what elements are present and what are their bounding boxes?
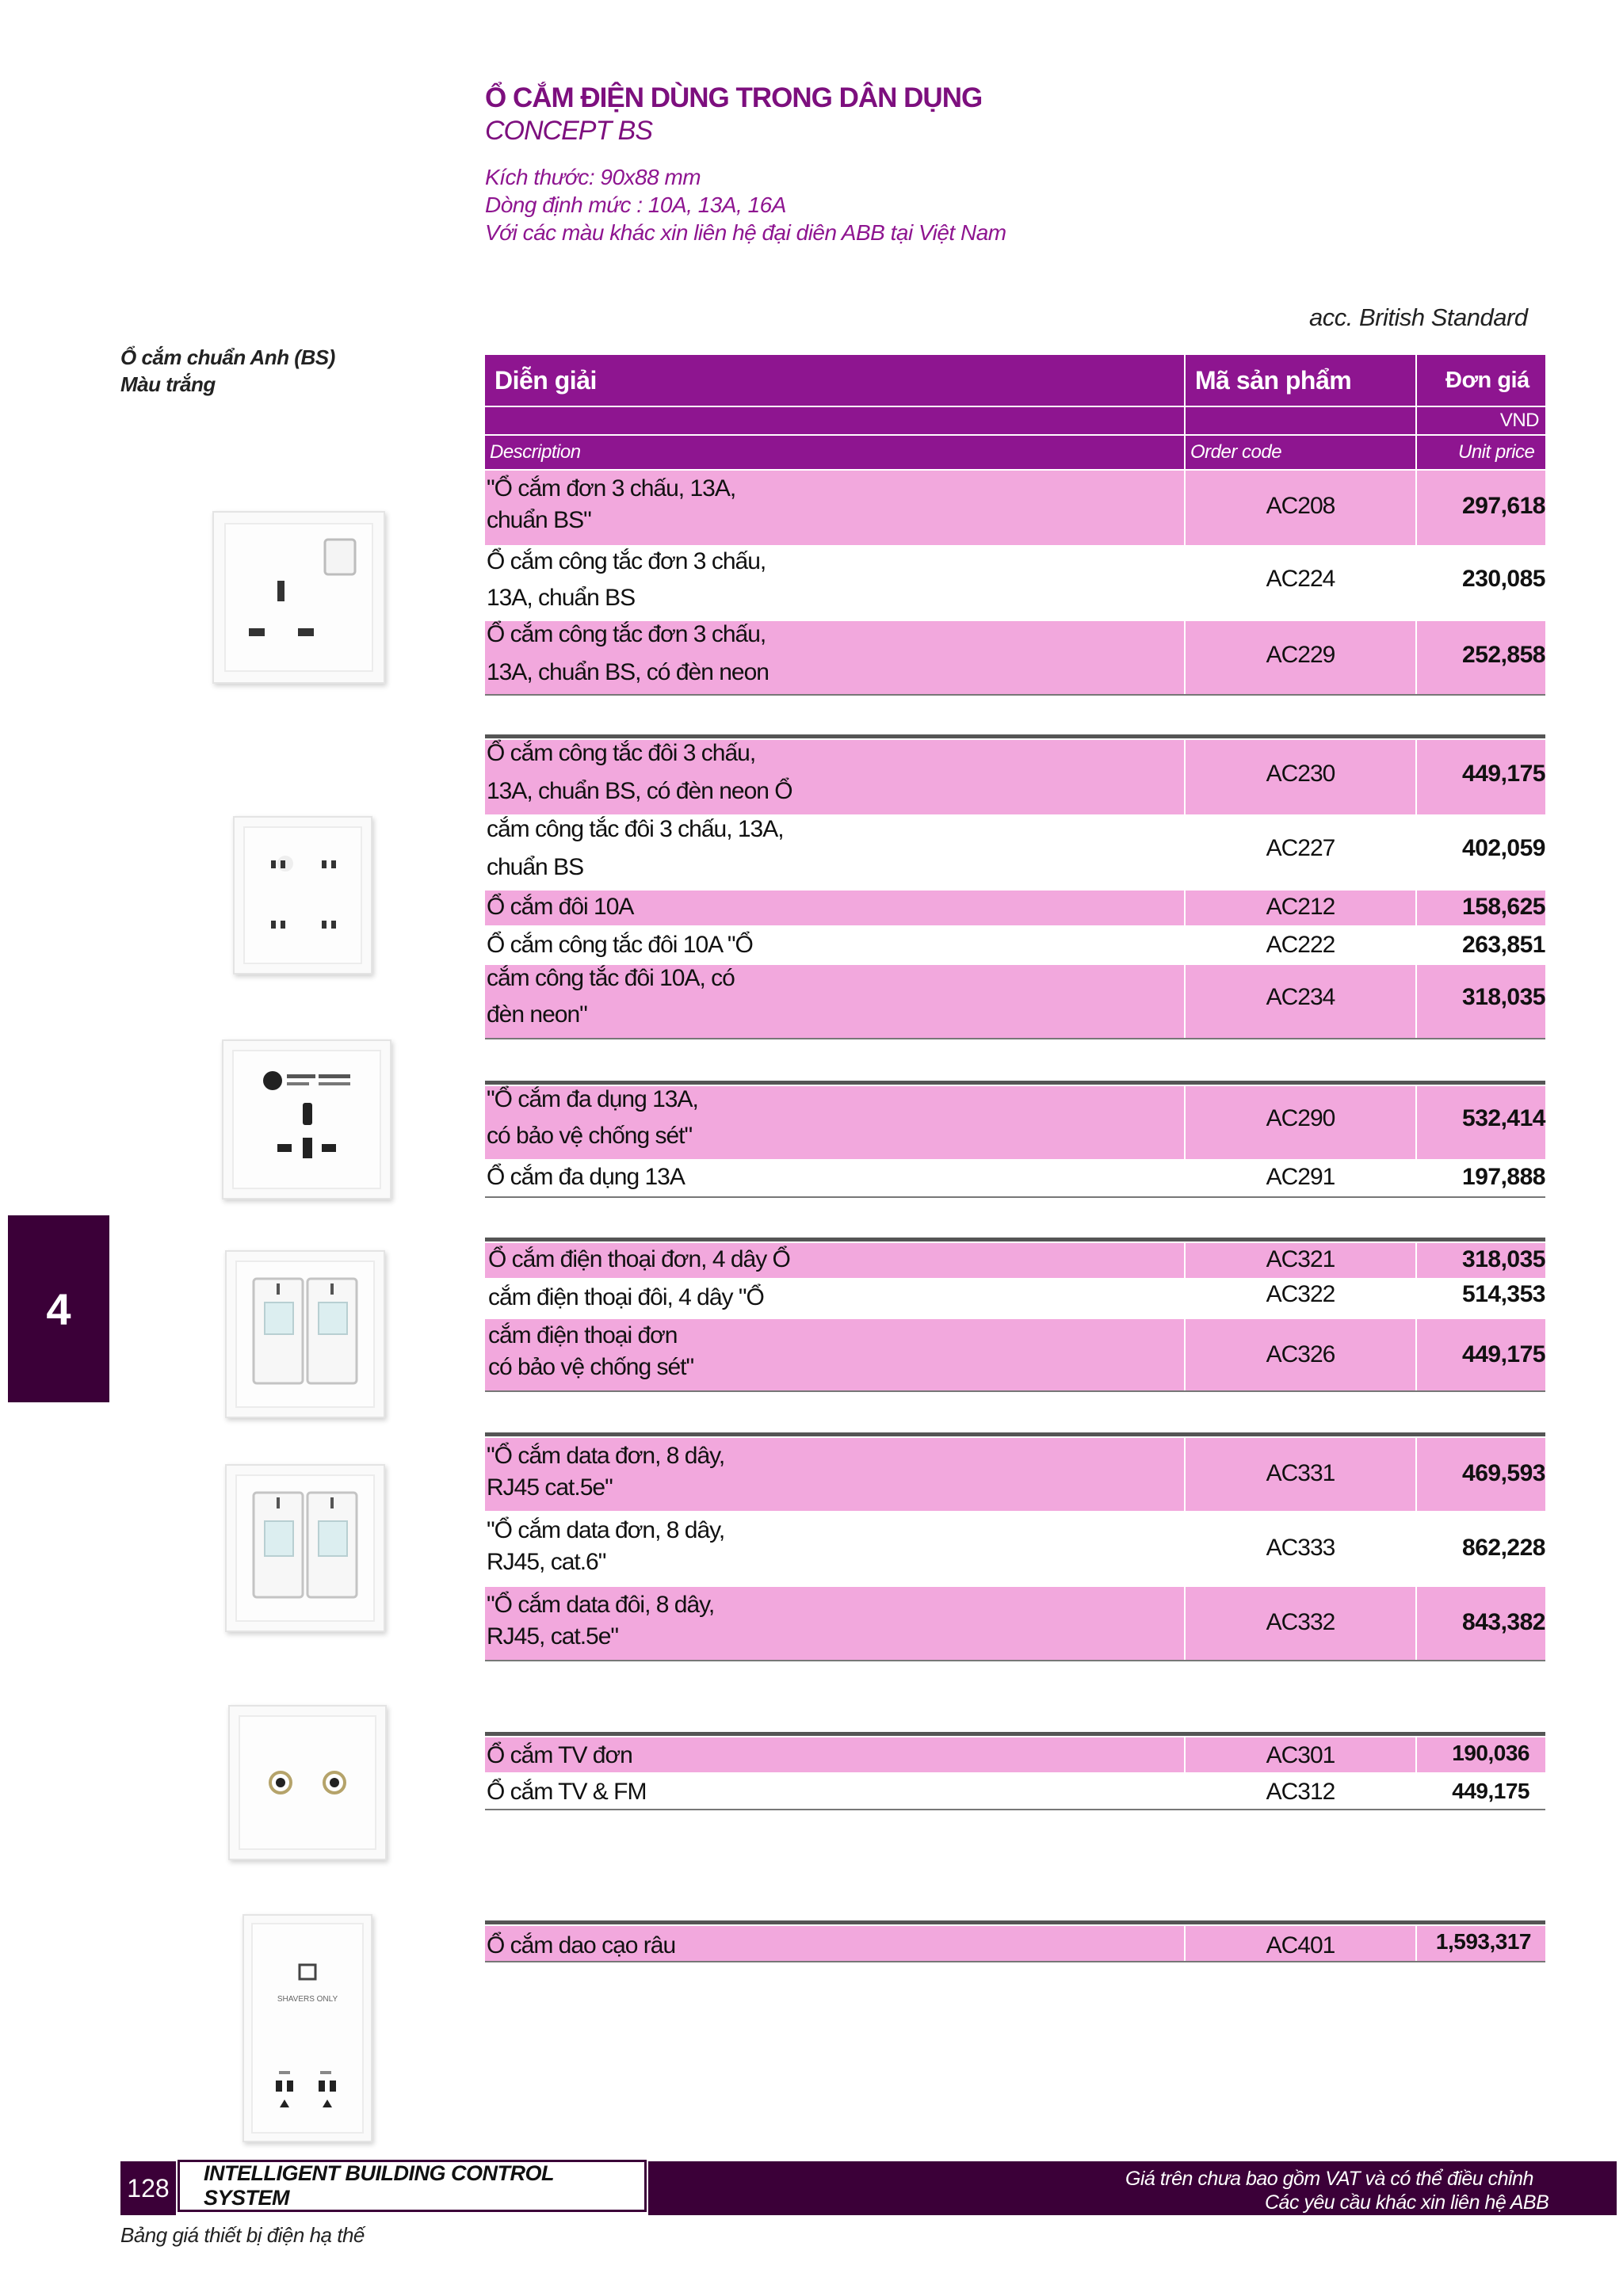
row-code: AC321	[1266, 1246, 1335, 1272]
divider	[485, 1920, 1545, 1924]
footer-note-vat: Giá trên chưa bao gồm VAT và có thể điều chỉnh	[1125, 2168, 1533, 2190]
table-row	[485, 1161, 1545, 1197]
row-price: 862,228	[1462, 1535, 1545, 1561]
category-label: Ổ cắm chuẩn Anh (BS)	[120, 345, 335, 369]
page-title: Ổ CẮM ĐIỆN DÙNG TRONG DÂN DỤNG	[485, 82, 983, 113]
table-row	[485, 816, 1545, 889]
row-code: AC290	[1266, 1105, 1335, 1131]
row-desc-line2: 13A, chuẩn BS	[487, 585, 636, 611]
footer-system-name: INTELLIGENT BUILDING CONTROL SYSTEM	[178, 2160, 647, 2212]
table-row	[485, 1737, 1545, 1772]
table-row	[485, 621, 1545, 694]
row-desc-line2: 13A, chuẩn BS, có đèn neon Ổ	[487, 778, 792, 804]
row-desc-line1: cắm công tắc đôi 10A, có	[487, 965, 735, 991]
page-number: 128	[120, 2161, 176, 2215]
row-desc-line1: "Ổ cắm đa dụng 13A,	[487, 1086, 698, 1112]
row-price: 263,851	[1462, 932, 1545, 958]
row-desc-line2: RJ45, cat.6"	[487, 1549, 606, 1575]
row-desc-line1: Ổ cắm công tắc đôi 3 chấu,	[487, 740, 756, 766]
row-desc-line1: Ổ cắm công tắc đôi 10A "Ổ	[487, 932, 753, 958]
table-row	[485, 1319, 1545, 1390]
header-description-en: Description	[485, 436, 1184, 469]
row-desc-line1: Ổ cắm công tắc đơn 3 chấu,	[487, 621, 766, 647]
page-subtitle: CONCEPT BS	[485, 116, 653, 146]
product-image-telephone-socket	[225, 1250, 385, 1418]
row-desc-line2: có bảo vệ chống sét"	[488, 1354, 694, 1380]
row-desc-line1: Ổ cắm dao cạo râu	[487, 1932, 676, 1958]
table-row	[485, 1512, 1545, 1585]
row-price: 449,175	[1462, 761, 1545, 787]
row-desc-line2: đèn neon"	[487, 1001, 587, 1028]
table-row	[485, 891, 1545, 925]
product-image-shaver-socket	[242, 1914, 372, 2142]
header-blank-code	[1186, 407, 1415, 434]
row-desc-line1: Ổ cắm TV đơn	[487, 1742, 632, 1768]
row-desc-line1: "Ổ cắm data đơn, 8 dây,	[487, 1443, 725, 1469]
product-image-single-socket	[212, 511, 385, 684]
row-code: AC333	[1266, 1535, 1335, 1561]
table-row	[485, 927, 1545, 963]
footer-note-contact: Các yêu cầu khác xin liên hệ ABB	[1265, 2191, 1549, 2214]
divider	[485, 694, 1545, 696]
row-desc-line1: "Ổ cắm data đơn, 8 dây,	[487, 1517, 725, 1543]
row-price: 318,035	[1462, 984, 1545, 1010]
row-price: 402,059	[1462, 835, 1545, 861]
header-price-vi: Đơn giá	[1417, 355, 1545, 406]
standard-note: acc. British Standard	[1309, 303, 1528, 331]
table-row	[485, 471, 1545, 545]
divider	[485, 1660, 1545, 1661]
row-desc-line2: chuẩn BS"	[487, 507, 591, 533]
row-code: AC401	[1266, 1932, 1335, 1958]
row-price: 469,593	[1462, 1460, 1545, 1486]
header-code-en: Order code	[1186, 436, 1415, 469]
row-price: 514,353	[1462, 1281, 1545, 1307]
row-price: 318,035	[1462, 1246, 1545, 1272]
divider	[485, 1809, 1545, 1810]
row-code: AC227	[1266, 835, 1335, 861]
category-color: Màu trắng	[120, 372, 216, 396]
row-desc-line1: Ổ cắm công tắc đơn 3 chấu,	[487, 548, 766, 574]
row-code: AC322	[1266, 1281, 1335, 1307]
header-description-vi: Diễn giải	[485, 355, 1184, 406]
row-code: AC222	[1266, 932, 1335, 958]
row-code: AC312	[1266, 1779, 1335, 1805]
table-row	[485, 1587, 1545, 1660]
row-desc-line1: cắm công tắc đôi 3 chấu, 13A,	[487, 816, 784, 842]
divider	[485, 1238, 1545, 1241]
row-desc-line1: Ổ cắm đa dụng 13A	[487, 1164, 685, 1190]
divider	[485, 1732, 1545, 1736]
divider	[485, 1196, 1545, 1198]
row-code: AC234	[1266, 984, 1335, 1010]
row-price: 190,036	[1452, 1741, 1529, 1765]
divider	[485, 734, 1545, 738]
header-currency: VND	[1417, 407, 1545, 434]
row-code: AC230	[1266, 761, 1335, 787]
row-price: 230,085	[1462, 566, 1545, 592]
row-price: 843,382	[1462, 1609, 1545, 1635]
row-price: 1,593,317	[1435, 1929, 1531, 1954]
table-row	[485, 740, 1545, 814]
footer-subtitle: Bảng giá thiết bị điện hạ thế	[120, 2223, 365, 2247]
header-blank-desc	[485, 407, 1184, 434]
row-price: 532,414	[1462, 1105, 1545, 1131]
spec-current: Dòng định mức : 10A, 13A, 16A	[485, 193, 786, 217]
row-code: AC208	[1266, 493, 1335, 519]
table-row	[485, 1280, 1545, 1318]
row-desc-line1: cắm điện thoại đôi, 4 dây "Ổ	[488, 1284, 764, 1310]
table-row	[485, 1438, 1545, 1511]
row-price: 449,175	[1462, 1341, 1545, 1367]
row-code: AC224	[1266, 566, 1335, 592]
row-code: AC332	[1266, 1609, 1335, 1635]
row-code: AC331	[1266, 1460, 1335, 1486]
product-image-tv-socket	[228, 1705, 387, 1860]
row-price: 197,888	[1462, 1164, 1545, 1190]
divider	[485, 1961, 1545, 1962]
divider	[485, 1038, 1545, 1039]
row-desc-line2: chuẩn BS	[487, 854, 584, 880]
product-image-data-socket	[225, 1464, 385, 1632]
row-desc-line1: "Ổ cắm data đôi, 8 dây,	[487, 1592, 715, 1618]
spec-colors: Với các màu khác xin liên hệ đại diên ABB tại Việt Nam	[485, 220, 1006, 245]
row-code: AC212	[1266, 894, 1335, 920]
spec-size: Kích thước: 90x88 mm	[485, 165, 701, 189]
row-price: 449,175	[1452, 1779, 1529, 1803]
row-price: 158,625	[1462, 894, 1545, 920]
row-code: AC229	[1266, 642, 1335, 668]
header-code-vi: Mã sản phẩm	[1186, 355, 1415, 406]
row-desc-line1: Ổ cắm đôi 10A	[487, 894, 634, 920]
row-desc-line2: RJ45, cat.5e"	[487, 1623, 619, 1650]
chapter-tab: 4	[8, 1215, 109, 1402]
table-row	[485, 1086, 1545, 1159]
divider	[485, 1390, 1545, 1392]
table-row	[485, 965, 1545, 1038]
row-code: AC291	[1266, 1164, 1335, 1190]
table-row	[485, 547, 1545, 620]
row-desc-line1: cắm điện thoại đơn	[488, 1322, 678, 1348]
table-row	[485, 1243, 1545, 1278]
row-desc-line1: Ổ cắm TV & FM	[487, 1779, 647, 1805]
divider	[485, 1081, 1545, 1085]
row-price: 252,858	[1462, 642, 1545, 668]
row-desc-line2: RJ45 cat.5e"	[487, 1474, 613, 1501]
product-image-multipurpose-socket	[222, 1039, 391, 1199]
row-desc-line1: "Ổ cắm đơn 3 chấu, 13A,	[487, 475, 736, 502]
product-image-double-socket	[233, 816, 372, 974]
row-price: 297,618	[1462, 493, 1545, 519]
row-desc-line2: có bảo vệ chống sét"	[487, 1123, 693, 1149]
divider	[485, 1432, 1545, 1436]
table-row	[485, 1926, 1545, 1961]
table-row	[485, 1774, 1545, 1809]
row-desc-line2: 13A, chuẩn BS, có đèn neon	[487, 659, 769, 685]
row-code: AC301	[1266, 1742, 1335, 1768]
row-code: AC326	[1266, 1341, 1335, 1367]
header-price-en: Unit price	[1417, 436, 1545, 469]
row-desc-line1: Ổ cắm điện thoại đơn, 4 dây Ổ	[488, 1246, 790, 1272]
shaver-label: SHAVERS ONLY	[277, 1995, 338, 2004]
